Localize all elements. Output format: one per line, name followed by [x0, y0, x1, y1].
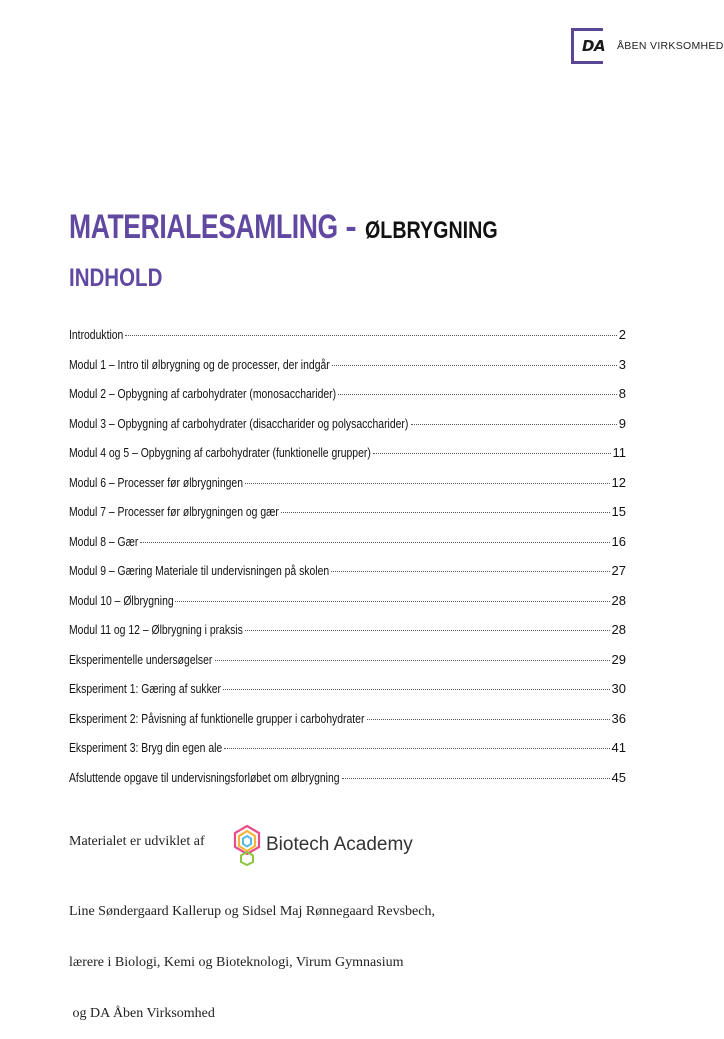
toc-entry-eksperimentelle[interactable] — [69, 652, 626, 682]
credit-authors — [69, 869, 435, 1039]
toc-entry-modul-8[interactable] — [69, 534, 626, 564]
toc-entry-page: 30 — [611, 681, 626, 696]
toc-leader-dots — [373, 453, 610, 454]
toc-entry-modul-3[interactable] — [69, 416, 626, 446]
toc-entry-modul-4-5[interactable] — [69, 445, 626, 475]
toc-entry-label: Modul 4 og 5 – Opbygning af carbohydrater (funktionelle grupper) — [69, 445, 371, 460]
toc-leader-dots — [140, 542, 609, 543]
title-main: MATERIALESAMLING — [69, 208, 338, 246]
da-logo — [571, 28, 724, 64]
toc-leader-dots — [281, 512, 609, 513]
toc-entry-introduktion[interactable] — [69, 327, 626, 357]
toc-entry-label: Modul 9 – Gæring Materiale til undervisningen på skolen — [69, 563, 330, 578]
toc-leader-dots — [224, 748, 610, 749]
toc-entry-page: 45 — [611, 769, 626, 785]
toc-entry-modul-1[interactable] — [69, 357, 626, 387]
toc-entry-page: 11 — [612, 445, 626, 460]
toc-entry-label: Eksperimentelle undersøgelser — [69, 651, 213, 667]
title-dash: - — [345, 208, 357, 246]
toc-entry-eksperiment-1[interactable] — [69, 681, 626, 711]
toc-entry-label: Eksperiment 1: Gæring af sukker — [69, 681, 222, 696]
toc-entry-page: 28 — [611, 622, 626, 637]
document-title — [69, 210, 526, 244]
toc-entry-page: 9 — [618, 415, 626, 431]
da-logo-letters: DA — [582, 37, 606, 55]
toc-leader-dots — [245, 483, 609, 484]
toc-entry-modul-2[interactable] — [69, 386, 626, 416]
toc-entry-label: Eksperiment 2: Påvisning af funktionelle grupper i carbohydrater — [69, 710, 365, 726]
biotech-academy-hexagon-icon — [232, 824, 262, 866]
toc-entry-page: 27 — [611, 563, 626, 578]
toc-entry-page: 2 — [618, 327, 626, 342]
toc-entry-page: 29 — [611, 651, 626, 667]
toc-leader-dots — [331, 571, 609, 572]
toc-entry-label: Modul 7 – Processer før ølbrygningen og gær — [69, 504, 279, 519]
credit-line: lærere i Biologi, Kemi og Bioteknologi, Virum Gymnasium — [69, 955, 404, 970]
toc-entry-label: Modul 11 og 12 – Ølbrygning i praksis — [69, 622, 243, 637]
title-sub: ØLBRYGNING — [364, 217, 498, 244]
toc-entry-label: Introduktion — [69, 327, 124, 342]
toc-entry-label: Modul 2 – Opbygning af carbohydrater (monosaccharider) — [69, 386, 337, 401]
toc-leader-dots — [342, 778, 610, 779]
toc-entry-page: 28 — [611, 592, 626, 608]
toc-leader-dots — [175, 601, 609, 602]
toc-entry-modul-10[interactable] — [69, 593, 626, 623]
da-logo-text: ÅBEN VIRKSOMHED — [617, 40, 724, 52]
toc-entry-label: Modul 3 – Opbygning af carbohydrater (disaccharider og polysaccharider) — [69, 415, 409, 431]
toc-entry-page: 8 — [618, 386, 626, 401]
toc-entry-modul-9[interactable] — [69, 563, 626, 593]
toc-leader-dots — [411, 424, 617, 425]
table-of-contents — [69, 327, 626, 799]
toc-entry-eksperiment-2[interactable] — [69, 711, 626, 741]
toc-entry-label: Eksperiment 3: Bryg din egen ale — [69, 740, 223, 755]
toc-entry-label: Modul 6 – Processer før ølbrygningen — [69, 474, 243, 490]
toc-leader-dots — [367, 719, 610, 720]
biotech-academy-logo — [232, 824, 413, 866]
toc-leader-dots — [215, 660, 610, 661]
toc-entry-page: 41 — [611, 740, 626, 755]
toc-entry-modul-11-12[interactable] — [69, 622, 626, 652]
toc-entry-page: 16 — [611, 533, 626, 549]
toc-entry-label: Modul 1 – Intro til ølbrygning og de processer, der indgår — [69, 356, 330, 372]
toc-entry-label: Modul 10 – Ølbrygning — [69, 592, 174, 608]
toc-entry-modul-7[interactable] — [69, 504, 626, 534]
toc-leader-dots — [332, 365, 617, 366]
toc-leader-dots — [245, 630, 609, 631]
toc-entry-page: 36 — [611, 710, 626, 726]
toc-leader-dots — [223, 689, 609, 690]
credit-intro: Materialet er udviklet af — [69, 834, 205, 849]
da-logo-mark — [571, 28, 606, 64]
toc-entry-eksperiment-3[interactable] — [69, 740, 626, 770]
credit-line: og DA Åben Virksomhed — [69, 1006, 215, 1021]
toc-entry-page: 3 — [618, 356, 626, 372]
toc-entry-page: 12 — [611, 474, 626, 490]
toc-leader-dots — [125, 335, 616, 336]
toc-entry-page: 15 — [611, 504, 626, 519]
toc-entry-label: Modul 8 – Gær — [69, 533, 139, 549]
biotech-academy-name: Biotech Academy — [266, 834, 413, 855]
toc-heading: INDHOLD — [69, 264, 163, 292]
toc-entry-label: Afsluttende opgave til undervisningsforløbet om ølbrygning — [69, 769, 340, 785]
toc-leader-dots — [338, 394, 617, 395]
credit-line: Line Søndergaard Kallerup og Sidsel Maj Rønnegaard Revsbech, — [69, 904, 435, 919]
toc-entry-modul-6[interactable] — [69, 475, 626, 505]
toc-entry-afsluttende[interactable] — [69, 770, 626, 800]
